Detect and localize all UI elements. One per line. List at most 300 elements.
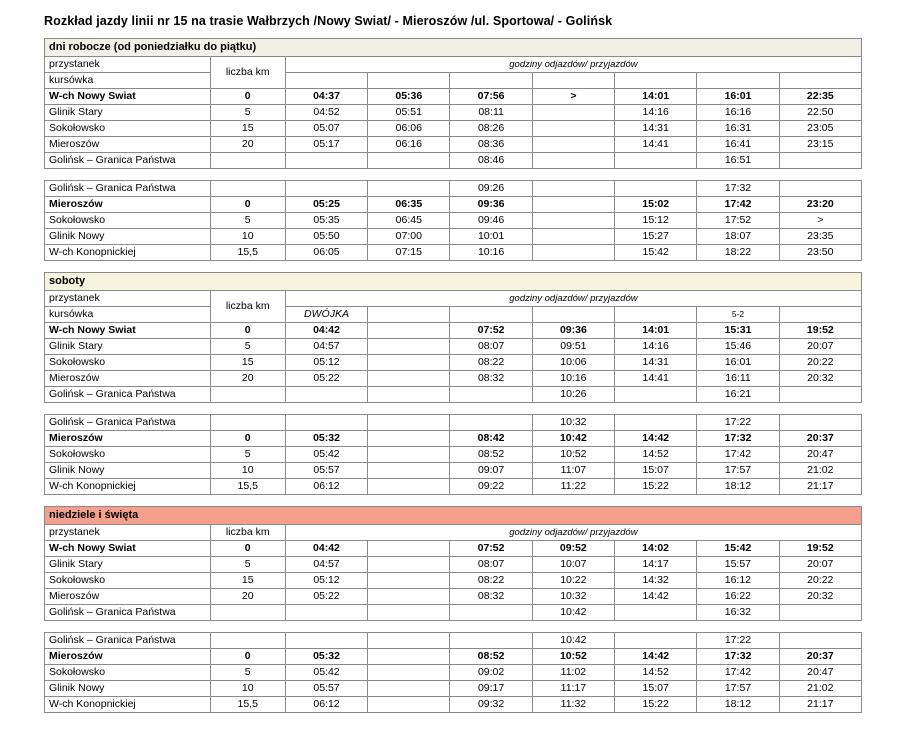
km-value: 10 bbox=[210, 229, 285, 245]
departure-time: 05:22 bbox=[285, 371, 367, 387]
table-row bbox=[45, 245, 862, 261]
departure-time bbox=[368, 387, 450, 403]
departure-time: 10:42 bbox=[532, 605, 614, 621]
departure-time: 08:22 bbox=[450, 573, 532, 589]
stop-name: W-ch Nowy Swiat bbox=[45, 541, 211, 557]
kursowka-row bbox=[45, 307, 862, 323]
departure-time: 10:52 bbox=[532, 649, 614, 665]
stop-name: Sokołowsko bbox=[45, 665, 211, 681]
km-value: 0 bbox=[210, 649, 285, 665]
departure-time: 16:41 bbox=[697, 137, 779, 153]
departure-time bbox=[532, 121, 614, 137]
departure-time: 04:57 bbox=[285, 339, 367, 355]
table-row bbox=[45, 573, 862, 589]
departure-time: 20:07 bbox=[779, 557, 861, 573]
departure-time: 20:37 bbox=[779, 431, 861, 447]
km-value: 5 bbox=[210, 557, 285, 573]
km-value bbox=[210, 415, 285, 431]
departure-time: 08:32 bbox=[450, 589, 532, 605]
departure-time: 05:12 bbox=[285, 573, 367, 589]
departure-time: 20:22 bbox=[779, 573, 861, 589]
departure-time bbox=[450, 415, 532, 431]
departure-time: 20:47 bbox=[779, 447, 861, 463]
departure-time: 18:07 bbox=[697, 229, 779, 245]
departure-time bbox=[368, 665, 450, 681]
departure-time: 16:01 bbox=[697, 89, 779, 105]
course-note bbox=[285, 73, 367, 89]
table-row bbox=[45, 213, 862, 229]
stop-name: Mieroszów bbox=[45, 197, 211, 213]
departure-time bbox=[368, 447, 450, 463]
departure-time bbox=[368, 371, 450, 387]
departure-time: 06:12 bbox=[285, 479, 367, 495]
km-value: 10 bbox=[210, 681, 285, 697]
departure-time bbox=[368, 697, 450, 713]
departure-time: 21:02 bbox=[779, 463, 861, 479]
departure-time bbox=[368, 573, 450, 589]
departure-time bbox=[532, 153, 614, 169]
course-note bbox=[779, 307, 861, 323]
departure-time bbox=[532, 181, 614, 197]
departure-time: 21:17 bbox=[779, 697, 861, 713]
table-row bbox=[45, 387, 862, 403]
departure-time: 15:12 bbox=[615, 213, 697, 229]
departure-time: 06:35 bbox=[368, 197, 450, 213]
block-gap bbox=[44, 261, 880, 272]
departure-time bbox=[368, 681, 450, 697]
departure-time: 09:22 bbox=[450, 479, 532, 495]
day-type-band: soboty bbox=[45, 273, 862, 291]
departure-time bbox=[368, 649, 450, 665]
departure-time: 17:42 bbox=[697, 665, 779, 681]
departure-time: 06:05 bbox=[285, 245, 367, 261]
stop-name: Glinik Nowy bbox=[45, 229, 211, 245]
stop-name: Sokołowsko bbox=[45, 213, 211, 229]
departure-time: 07:52 bbox=[450, 323, 532, 339]
departure-time: 05:17 bbox=[285, 137, 367, 153]
table-row bbox=[45, 681, 862, 697]
departure-time bbox=[532, 197, 614, 213]
schedule-table-saturday-back bbox=[44, 414, 862, 495]
departure-time: 14:41 bbox=[615, 371, 697, 387]
departure-time: 15:02 bbox=[615, 197, 697, 213]
departure-time bbox=[615, 181, 697, 197]
departure-time bbox=[450, 387, 532, 403]
km-value bbox=[210, 153, 285, 169]
departure-time: 04:37 bbox=[285, 89, 367, 105]
departure-time bbox=[450, 633, 532, 649]
departure-time: 15:22 bbox=[615, 479, 697, 495]
departure-time: 16:11 bbox=[697, 371, 779, 387]
departure-time: 20:22 bbox=[779, 355, 861, 371]
table-row bbox=[45, 197, 862, 213]
km-value: 5 bbox=[210, 665, 285, 681]
departure-time bbox=[614, 605, 696, 621]
km-value bbox=[210, 181, 285, 197]
departure-time: 08:46 bbox=[450, 153, 532, 169]
departure-time: 05:42 bbox=[285, 447, 367, 463]
header-departures: godziny odjazdów/ przyjazdów bbox=[285, 525, 861, 541]
column-header-row bbox=[45, 291, 862, 307]
table-row bbox=[45, 479, 862, 495]
km-value: 5 bbox=[210, 213, 285, 229]
departure-time: 11:22 bbox=[532, 479, 614, 495]
table-row bbox=[45, 371, 862, 387]
departure-time bbox=[368, 633, 450, 649]
block-gap bbox=[44, 169, 880, 180]
table-row bbox=[45, 697, 862, 713]
departure-time bbox=[368, 153, 450, 169]
departure-time: 18:22 bbox=[697, 245, 779, 261]
departure-time: 22:35 bbox=[779, 89, 861, 105]
stop-name: Golińsk – Granica Państwa bbox=[45, 415, 211, 431]
km-value: 20 bbox=[210, 137, 285, 153]
departure-time: 10:42 bbox=[532, 633, 614, 649]
departure-time: 15:46 bbox=[697, 339, 779, 355]
block-gap bbox=[44, 621, 880, 632]
departure-time bbox=[368, 463, 450, 479]
block-gap bbox=[44, 403, 880, 414]
km-value: 5 bbox=[210, 447, 285, 463]
departure-time: 18:12 bbox=[697, 479, 779, 495]
table-row bbox=[45, 121, 862, 137]
departure-time: 16:21 bbox=[697, 387, 779, 403]
departure-time: 05:35 bbox=[285, 213, 367, 229]
departure-time: 17:42 bbox=[697, 197, 779, 213]
departure-time: 17:32 bbox=[697, 181, 779, 197]
header-km: liczba km bbox=[210, 525, 285, 541]
departure-time: 05:32 bbox=[285, 649, 367, 665]
departure-time: 06:45 bbox=[368, 213, 450, 229]
stop-name: Glinik Nowy bbox=[45, 681, 211, 697]
departure-time: 06:12 bbox=[285, 697, 367, 713]
stop-name: Mieroszów bbox=[45, 589, 211, 605]
km-value: 0 bbox=[210, 431, 285, 447]
stop-name: Mieroszów bbox=[45, 649, 211, 665]
table-row bbox=[45, 541, 862, 557]
departure-time: 16:31 bbox=[697, 121, 779, 137]
km-value: 0 bbox=[210, 89, 285, 105]
departure-time: 20:32 bbox=[779, 371, 861, 387]
departure-time: 15:07 bbox=[615, 463, 697, 479]
stop-name: Mieroszów bbox=[45, 137, 211, 153]
departure-time: 19:52 bbox=[779, 541, 861, 557]
departure-time: 08:36 bbox=[450, 137, 532, 153]
departure-time: 09:32 bbox=[450, 697, 532, 713]
km-value bbox=[210, 605, 285, 621]
departure-time: 05:25 bbox=[285, 197, 367, 213]
stop-name: W-ch Nowy Swiat bbox=[45, 323, 211, 339]
departure-time: 15:42 bbox=[615, 245, 697, 261]
departure-time: 16:51 bbox=[697, 153, 779, 169]
departure-time: 17:52 bbox=[697, 213, 779, 229]
departure-time: 15:31 bbox=[697, 323, 779, 339]
header-kursowka: kursówka bbox=[45, 307, 211, 323]
course-note bbox=[779, 73, 861, 89]
schedule-table-sunday-out bbox=[44, 506, 862, 621]
departure-time: 14:32 bbox=[614, 573, 696, 589]
departure-time: 08:07 bbox=[450, 557, 532, 573]
departure-time: 06:16 bbox=[368, 137, 450, 153]
course-note bbox=[532, 73, 614, 89]
departure-time: 22:50 bbox=[779, 105, 861, 121]
header-departures: godziny odjazdów/ przyjazdów bbox=[285, 57, 861, 73]
departure-time: 14:01 bbox=[615, 323, 697, 339]
block-gap bbox=[44, 495, 880, 506]
kursowka-row bbox=[45, 73, 862, 89]
course-note: 5-2 bbox=[697, 307, 779, 323]
departure-time bbox=[779, 633, 861, 649]
departure-time: 05:57 bbox=[285, 463, 367, 479]
departure-time: 14:52 bbox=[615, 665, 697, 681]
departure-time: 23:50 bbox=[779, 245, 861, 261]
departure-time bbox=[615, 387, 697, 403]
departure-time: 11:07 bbox=[532, 463, 614, 479]
stop-name: Golińsk – Granica Państwa bbox=[45, 605, 211, 621]
departure-time: 14:16 bbox=[615, 105, 697, 121]
departure-time bbox=[368, 355, 450, 371]
departure-time bbox=[779, 415, 861, 431]
departure-time: 10:52 bbox=[532, 447, 614, 463]
km-value bbox=[210, 387, 285, 403]
table-row bbox=[45, 415, 862, 431]
schedule-table-weekday-out bbox=[44, 38, 862, 169]
stop-name: Mieroszów bbox=[45, 431, 211, 447]
departure-time: > bbox=[532, 89, 614, 105]
table-row bbox=[45, 447, 862, 463]
day-type-band: dni robocze (od poniedziałku do piątku) bbox=[45, 39, 862, 57]
departure-time: 07:52 bbox=[450, 541, 532, 557]
departure-time: 17:32 bbox=[697, 649, 779, 665]
departure-time bbox=[368, 541, 450, 557]
departure-time bbox=[532, 105, 614, 121]
schedule-table-weekday-back bbox=[44, 180, 862, 261]
departure-time: 09:52 bbox=[532, 541, 614, 557]
stop-name: W-ch Konopnickiej bbox=[45, 479, 211, 495]
departure-time bbox=[285, 605, 367, 621]
table-row bbox=[45, 339, 862, 355]
departure-time bbox=[368, 605, 450, 621]
departure-time: 05:57 bbox=[285, 681, 367, 697]
header-stop: przystanek bbox=[45, 525, 211, 541]
departure-time: 07:15 bbox=[368, 245, 450, 261]
departure-time: 16:16 bbox=[697, 105, 779, 121]
stop-name: Golińsk – Granica Państwa bbox=[45, 387, 211, 403]
stop-name: W-ch Konopnickiej bbox=[45, 697, 211, 713]
course-note bbox=[615, 73, 697, 89]
km-value: 15 bbox=[210, 121, 285, 137]
course-note bbox=[450, 307, 532, 323]
departure-time bbox=[532, 213, 614, 229]
departure-time: 14:42 bbox=[615, 649, 697, 665]
departure-time: 17:42 bbox=[697, 447, 779, 463]
stop-name: Glinik Stary bbox=[45, 557, 211, 573]
departure-time: 21:02 bbox=[779, 681, 861, 697]
table-row bbox=[45, 137, 862, 153]
km-value: 15,5 bbox=[210, 697, 285, 713]
departure-time bbox=[368, 589, 450, 605]
departure-time: 10:22 bbox=[532, 573, 614, 589]
departure-time: 08:07 bbox=[450, 339, 532, 355]
table-row bbox=[45, 589, 862, 605]
day-type-band: niedziele i święta bbox=[45, 507, 862, 525]
departure-time: 08:52 bbox=[450, 649, 532, 665]
departure-time bbox=[368, 181, 450, 197]
departure-time: 05:32 bbox=[285, 431, 367, 447]
departure-time bbox=[368, 557, 450, 573]
course-note bbox=[368, 307, 450, 323]
departure-time: 21:17 bbox=[779, 479, 861, 495]
departure-time: 23:05 bbox=[779, 121, 861, 137]
course-note bbox=[368, 73, 450, 89]
departure-time: 08:42 bbox=[450, 431, 532, 447]
departure-time: 14:17 bbox=[614, 557, 696, 573]
departure-time: 05:51 bbox=[368, 105, 450, 121]
km-value: 0 bbox=[210, 197, 285, 213]
departure-time: 10:42 bbox=[532, 431, 614, 447]
departure-time: 16:12 bbox=[697, 573, 779, 589]
departure-time bbox=[285, 153, 367, 169]
departure-time: 08:32 bbox=[450, 371, 532, 387]
departure-time: 09:02 bbox=[450, 665, 532, 681]
day-type-band-row bbox=[45, 507, 862, 525]
departure-time: 05:50 bbox=[285, 229, 367, 245]
departure-time: 07:00 bbox=[368, 229, 450, 245]
departure-time: 10:32 bbox=[532, 589, 614, 605]
departure-time bbox=[532, 245, 614, 261]
table-row bbox=[45, 105, 862, 121]
page-title: Rozkład jazdy linii nr 15 na trasie Wałbrzych /Nowy Swiat/ - Mieroszów /ul. Sportowa/ - Golińsk bbox=[44, 14, 613, 28]
header-km: liczba km bbox=[210, 291, 285, 323]
departure-time: 08:26 bbox=[450, 121, 532, 137]
departure-time: 16:32 bbox=[697, 605, 779, 621]
table-row bbox=[45, 557, 862, 573]
departure-time: 14:42 bbox=[615, 431, 697, 447]
departure-time bbox=[368, 479, 450, 495]
departure-time: 16:22 bbox=[697, 589, 779, 605]
course-note bbox=[450, 73, 532, 89]
header-stop: przystanek bbox=[45, 57, 211, 73]
stop-name: Mieroszów bbox=[45, 371, 211, 387]
stop-name: Sokołowsko bbox=[45, 121, 211, 137]
table-row bbox=[45, 323, 862, 339]
departure-time bbox=[615, 415, 697, 431]
km-value bbox=[210, 633, 285, 649]
table-row bbox=[45, 665, 862, 681]
departure-time: 10:26 bbox=[532, 387, 614, 403]
departure-time: 15:22 bbox=[615, 697, 697, 713]
table-row bbox=[45, 605, 862, 621]
departure-time: 08:11 bbox=[450, 105, 532, 121]
departure-time bbox=[368, 431, 450, 447]
departure-time: 15:42 bbox=[697, 541, 779, 557]
departure-time: 09:51 bbox=[532, 339, 614, 355]
departure-time: 08:22 bbox=[450, 355, 532, 371]
departure-time bbox=[779, 181, 861, 197]
departure-time: 05:12 bbox=[285, 355, 367, 371]
departure-time: 09:36 bbox=[450, 197, 532, 213]
departure-time: 15:27 bbox=[615, 229, 697, 245]
departure-time: 15:07 bbox=[615, 681, 697, 697]
km-value: 10 bbox=[210, 463, 285, 479]
departure-time: 09:26 bbox=[450, 181, 532, 197]
departure-time bbox=[615, 153, 697, 169]
departure-time: > bbox=[779, 213, 861, 229]
table-row bbox=[45, 649, 862, 665]
departure-time bbox=[285, 387, 367, 403]
departure-time bbox=[615, 633, 697, 649]
stop-name: W-ch Konopnickiej bbox=[45, 245, 211, 261]
departure-time: 10:16 bbox=[532, 371, 614, 387]
departure-time: 14:16 bbox=[615, 339, 697, 355]
departure-time: 06:06 bbox=[368, 121, 450, 137]
departure-time: 14:41 bbox=[615, 137, 697, 153]
departure-time: 07:56 bbox=[450, 89, 532, 105]
stop-name: Golińsk – Granica Państwa bbox=[45, 153, 211, 169]
departure-time: 20:07 bbox=[779, 339, 861, 355]
departure-time: 18:12 bbox=[697, 697, 779, 713]
departure-time: 20:32 bbox=[779, 589, 861, 605]
departure-time: 17:32 bbox=[697, 431, 779, 447]
departure-time bbox=[285, 181, 367, 197]
course-note bbox=[697, 73, 779, 89]
km-value: 15 bbox=[210, 355, 285, 371]
header-km: liczba km bbox=[210, 57, 285, 89]
table-row bbox=[45, 229, 862, 245]
departure-time: 10:07 bbox=[532, 557, 614, 573]
stop-name: Sokołowsko bbox=[45, 573, 211, 589]
departure-time: 16:01 bbox=[697, 355, 779, 371]
departure-time: 05:07 bbox=[285, 121, 367, 137]
departure-time: 11:17 bbox=[532, 681, 614, 697]
course-note bbox=[532, 307, 614, 323]
km-value: 0 bbox=[210, 323, 285, 339]
departure-time: 19:52 bbox=[779, 323, 861, 339]
departure-time: 05:42 bbox=[285, 665, 367, 681]
departure-time: 17:57 bbox=[697, 681, 779, 697]
departure-time bbox=[532, 229, 614, 245]
departure-time: 10:06 bbox=[532, 355, 614, 371]
departure-time: 23:15 bbox=[779, 137, 861, 153]
departure-time: 23:20 bbox=[779, 197, 861, 213]
header-departures: godziny odjazdów/ przyjazdów bbox=[285, 291, 861, 307]
table-row bbox=[45, 153, 862, 169]
departure-time bbox=[779, 153, 861, 169]
column-header-row bbox=[45, 525, 862, 541]
departure-time: 10:16 bbox=[450, 245, 532, 261]
km-value: 15 bbox=[210, 573, 285, 589]
km-value: 5 bbox=[210, 105, 285, 121]
departure-time bbox=[368, 415, 450, 431]
departure-time: 17:22 bbox=[697, 415, 779, 431]
departure-time: 11:02 bbox=[532, 665, 614, 681]
departure-time bbox=[532, 137, 614, 153]
stop-name: Golińsk – Granica Państwa bbox=[45, 633, 211, 649]
departure-time: 23:35 bbox=[779, 229, 861, 245]
departure-time: 17:22 bbox=[697, 633, 779, 649]
departure-time: 20:47 bbox=[779, 665, 861, 681]
departure-time: 11:32 bbox=[532, 697, 614, 713]
schedule-table-sunday-back bbox=[44, 632, 862, 713]
departure-time: 14:02 bbox=[614, 541, 696, 557]
stop-name: Sokołowsko bbox=[45, 447, 211, 463]
departure-time: 17:57 bbox=[697, 463, 779, 479]
departure-time: 04:42 bbox=[285, 323, 367, 339]
header-kursowka: kursówka bbox=[45, 73, 211, 89]
departure-time bbox=[285, 633, 367, 649]
departure-time: 14:52 bbox=[615, 447, 697, 463]
departure-time bbox=[779, 605, 861, 621]
